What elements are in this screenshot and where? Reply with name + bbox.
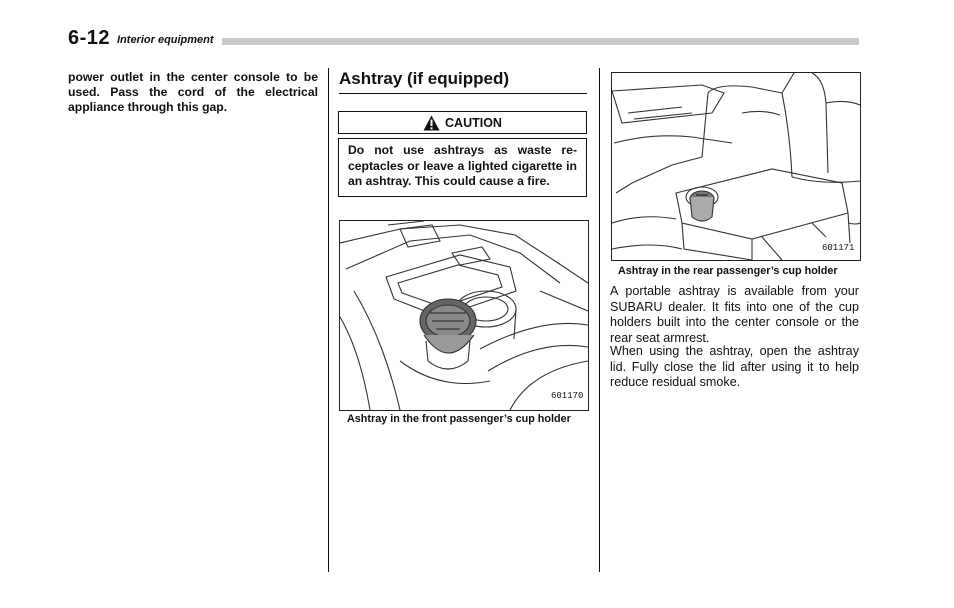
- caution-text: Do not use ashtrays as waste re-ceptacles or leave a lighted cigarette in an ashtray. This could cause a fire.: [338, 138, 587, 197]
- front-cup-holder-illustration: [339, 220, 589, 411]
- rear-cup-holder-illustration: [611, 72, 861, 261]
- column-divider-right: [599, 68, 600, 572]
- rear-armrest-drawing: [612, 73, 860, 260]
- figure-number: 601171: [822, 243, 855, 253]
- section-heading: Ashtray (if equipped): [339, 69, 587, 94]
- figure-caption: Ashtray in the rear passenger’s cup holder: [618, 265, 838, 277]
- column-divider-left: [328, 68, 329, 572]
- body-paragraph: A portable ashtray is available from your SUBARU dealer. It fits into one of the cup holders built into the center console or the rear seat armrest.: [610, 284, 859, 345]
- section-title: Interior equipment: [117, 34, 214, 46]
- figure-number: 601170: [551, 391, 584, 401]
- page-number: 6-12: [68, 27, 111, 49]
- front-console-drawing: [340, 221, 588, 410]
- figure-caption: Ashtray in the front passenger’s cup holder: [347, 413, 571, 425]
- continued-paragraph: power outlet in the center console to be used. Pass the cord of the electrical appliance through this gap.: [68, 70, 318, 114]
- caution-label: CAUTION: [445, 115, 502, 130]
- header-rule: [222, 38, 859, 45]
- warning-icon: [423, 115, 440, 131]
- body-paragraph: When using the ashtray, open the ashtray lid. Fully close the lid after using it to help reduce residual smoke.: [610, 344, 859, 389]
- caution-header: [338, 111, 587, 134]
